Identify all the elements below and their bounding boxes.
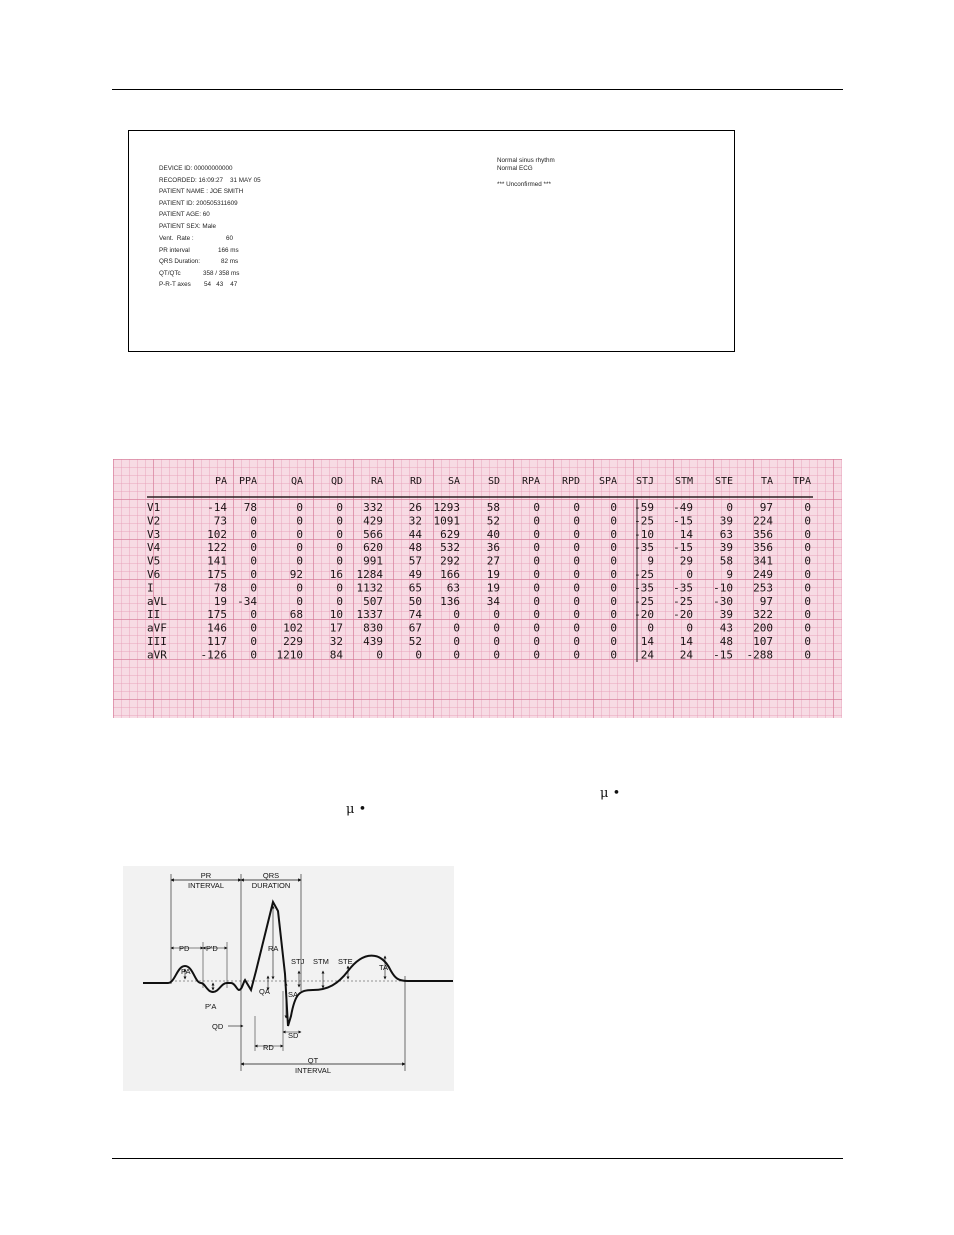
table-cell: 29 <box>679 554 693 568</box>
table-cell: 32 <box>329 635 343 648</box>
table-cell: 0 <box>573 568 580 581</box>
table-header-spa: SPA <box>598 476 617 487</box>
table-cell: 620 <box>363 541 383 555</box>
patient-info-line: PATIENT ID: 200505311609 <box>159 199 238 207</box>
table-cell: 0 <box>453 608 460 622</box>
pd-label: PD <box>179 944 190 953</box>
table-cell: 16 <box>329 568 343 581</box>
patient-info-line: PATIENT AGE: 60 <box>159 211 210 219</box>
patient-info-line: PATIENT SEX: Male <box>159 223 217 230</box>
table-cell: 19 <box>213 594 227 608</box>
table-cell: 0 <box>804 648 811 662</box>
qt-interval-label-2: INTERVAL <box>295 1066 331 1075</box>
table-cell: 0 <box>453 635 460 648</box>
table-cell: 136 <box>440 594 460 608</box>
pr-interval-label-2: INTERVAL <box>188 881 224 890</box>
table-cell: 166 <box>440 568 460 581</box>
table-cell: 17 <box>329 621 343 635</box>
qd-label: QD <box>212 1022 224 1031</box>
table-lead-label: aVR <box>147 648 167 662</box>
table-cell: 0 <box>336 594 343 608</box>
table-header-ta: TA <box>760 476 773 487</box>
table-cell: 0 <box>296 594 303 608</box>
table-cell: 0 <box>647 621 654 635</box>
table-cell: 0 <box>573 527 580 541</box>
table-cell: 0 <box>250 621 257 635</box>
table-cell: 0 <box>610 594 617 608</box>
table-lead-label: V1 <box>147 501 161 514</box>
table-cell: 0 <box>686 568 693 581</box>
table-cell: 48 <box>719 635 733 648</box>
table-cell: -15 <box>673 541 693 555</box>
table-cell: 0 <box>533 608 540 622</box>
table-cell: 0 <box>573 501 580 514</box>
table-cell: 322 <box>753 608 773 622</box>
table-lead-label: V3 <box>147 527 161 541</box>
table-cell: 0 <box>336 501 343 514</box>
table-cell: -59 <box>634 501 654 514</box>
table-cell: 0 <box>804 621 811 635</box>
table-cell: 122 <box>207 541 227 555</box>
table-cell: 78 <box>213 581 227 595</box>
table-cell: 0 <box>573 594 580 608</box>
qt-interval-label-1: QT <box>307 1056 319 1065</box>
table-cell: 0 <box>533 527 540 541</box>
table-cell: 0 <box>610 621 617 635</box>
table-cell: 0 <box>610 501 617 514</box>
ra-label: RA <box>268 944 279 953</box>
table-cell: 0 <box>296 501 303 514</box>
table-cell: 1337 <box>356 608 383 622</box>
table-cell: 1132 <box>356 581 383 595</box>
table-cell: 146 <box>207 621 227 635</box>
table-cell: 1293 <box>433 501 460 514</box>
table-cell: 0 <box>453 621 460 635</box>
qrs-duration-label-1: QRS <box>262 871 280 880</box>
table-cell: 40 <box>486 527 500 541</box>
stj-label: STJ <box>291 957 305 966</box>
table-cell: 0 <box>250 635 257 648</box>
table-cell: 0 <box>296 581 303 595</box>
table-cell: 9 <box>726 568 733 581</box>
table-cell: 0 <box>336 514 343 528</box>
table-cell: 224 <box>753 514 773 528</box>
table-cell: 341 <box>753 554 773 568</box>
header-rule <box>112 89 843 90</box>
table-cell: 0 <box>533 501 540 514</box>
measurement-label: QRS Duration: <box>159 258 200 266</box>
table-cell: 0 <box>533 648 540 662</box>
table-cell: 0 <box>336 527 343 541</box>
table-cell: 92 <box>289 568 303 581</box>
table-cell: 58 <box>486 501 500 514</box>
sa-label: SA <box>288 990 299 999</box>
measurement-label: QT/QTc <box>159 269 181 277</box>
table-cell: 52 <box>408 635 422 648</box>
table-cell: 0 <box>610 608 617 622</box>
qrs-duration-label-2: DURATION <box>251 881 291 890</box>
table-cell: 0 <box>804 527 811 541</box>
table-cell: 429 <box>363 514 383 528</box>
pr-interval-label-1: PR <box>200 871 212 880</box>
table-cell: 0 <box>573 554 580 568</box>
table-cell: 0 <box>533 554 540 568</box>
table-cell: 507 <box>363 594 383 608</box>
table-cell: 0 <box>804 635 811 648</box>
measurement-value: 166 ms <box>218 246 239 254</box>
table-cell: 14 <box>679 527 693 541</box>
table-cell: -25 <box>634 568 654 581</box>
table-cell: 43 <box>719 621 733 635</box>
table-cell: 0 <box>610 581 617 595</box>
table-cell: 0 <box>533 621 540 635</box>
table-cell: 73 <box>213 514 227 528</box>
table-cell: 49 <box>408 568 422 581</box>
table-header-sa: SA <box>447 476 460 487</box>
table-cell: 0 <box>453 648 460 662</box>
ppa-label: P'A <box>205 1002 217 1011</box>
ste-label: STE <box>338 957 353 966</box>
table-cell: 356 <box>753 541 773 555</box>
table-cell: 0 <box>573 635 580 648</box>
table-cell: 44 <box>408 527 422 541</box>
table-cell: -15 <box>713 648 733 662</box>
table-cell: 1284 <box>356 568 383 581</box>
table-cell: 102 <box>283 621 303 635</box>
microvolt-unit-symbol-2: μ • <box>346 802 367 817</box>
table-cell: 356 <box>753 527 773 541</box>
table-cell: 0 <box>296 554 303 568</box>
table-cell: 253 <box>753 581 773 595</box>
table-cell: 175 <box>207 608 227 622</box>
table-cell: 9 <box>647 554 654 568</box>
table-cell: 0 <box>250 541 257 555</box>
sd-label: SD <box>288 1031 299 1040</box>
table-header-qa: QA <box>290 476 303 487</box>
measurement-table <box>113 459 842 718</box>
table-cell: 0 <box>804 541 811 555</box>
table-lead-label: aVL <box>147 594 167 608</box>
table-cell: 532 <box>440 541 460 555</box>
table-cell: 566 <box>363 527 383 541</box>
table-cell: 58 <box>719 554 733 568</box>
table-cell: -20 <box>634 608 654 622</box>
table-cell: 65 <box>408 581 422 595</box>
table-cell: 991 <box>363 554 383 568</box>
table-cell: 19 <box>486 568 500 581</box>
table-cell: 0 <box>804 501 811 514</box>
table-cell: 63 <box>446 581 460 595</box>
table-header-pa: PA <box>214 476 227 487</box>
table-cell: -49 <box>673 501 693 514</box>
table-cell: 0 <box>533 568 540 581</box>
table-lead-label: V4 <box>147 541 161 555</box>
table-cell: 0 <box>250 581 257 595</box>
table-cell: 629 <box>440 527 460 541</box>
table-cell: 0 <box>336 554 343 568</box>
table-lead-label: V2 <box>147 514 161 528</box>
table-cell: 0 <box>296 514 303 528</box>
table-cell: 0 <box>573 621 580 635</box>
table-cell: 27 <box>486 554 500 568</box>
measurement-value: 358 / 358 ms <box>203 269 240 277</box>
table-cell: 229 <box>283 635 303 648</box>
table-cell: 200 <box>753 621 773 635</box>
table-cell: 102 <box>207 527 227 541</box>
table-cell: 0 <box>533 581 540 595</box>
interpretation-line: Normal sinus rhythm <box>497 157 555 164</box>
table-cell: 0 <box>804 514 811 528</box>
table-cell: 57 <box>408 554 422 568</box>
table-cell: 0 <box>726 501 733 514</box>
table-cell: 32 <box>408 514 422 528</box>
table-cell: 0 <box>610 568 617 581</box>
table-cell: 0 <box>533 594 540 608</box>
table-cell: -35 <box>634 541 654 555</box>
ecg-waveform-diagram-panel <box>123 866 454 1091</box>
table-cell: -288 <box>746 648 773 662</box>
table-cell: 0 <box>250 648 257 662</box>
patient-info-line: PATIENT NAME : JOE SMITH <box>159 188 244 196</box>
table-cell: 0 <box>533 514 540 528</box>
table-cell: 0 <box>573 581 580 595</box>
table-lead-label: III <box>147 635 167 648</box>
table-cell: 0 <box>533 635 540 648</box>
table-cell: 0 <box>573 514 580 528</box>
table-cell: -20 <box>673 608 693 622</box>
table-cell: 0 <box>804 581 811 595</box>
table-header-sd: SD <box>487 476 500 487</box>
table-cell: 175 <box>207 568 227 581</box>
table-cell: 36 <box>486 541 500 555</box>
table-cell: 0 <box>804 608 811 622</box>
table-cell: 68 <box>289 608 303 622</box>
table-cell: 14 <box>679 635 693 648</box>
ta-label: TA <box>379 963 389 972</box>
table-header-ra: RA <box>370 476 383 487</box>
table-cell: 26 <box>408 501 422 514</box>
measurement-table-panel <box>113 459 842 718</box>
table-cell: 141 <box>207 554 227 568</box>
table-cell: 0 <box>250 527 257 541</box>
table-cell: 0 <box>573 608 580 622</box>
table-cell: 439 <box>363 635 383 648</box>
table-cell: 39 <box>719 541 733 555</box>
footer-rule <box>112 1158 843 1159</box>
table-cell: 0 <box>250 568 257 581</box>
table-cell: -25 <box>673 594 693 608</box>
measurement-label: P-R-T axes <box>159 281 191 289</box>
table-cell: 0 <box>610 648 617 662</box>
table-cell: -25 <box>634 514 654 528</box>
table-cell: -34 <box>237 594 257 608</box>
table-cell: 50 <box>408 594 422 608</box>
table-cell: 0 <box>804 568 811 581</box>
table-cell: 0 <box>336 581 343 595</box>
ecg-summary-box <box>128 130 735 352</box>
table-cell: -10 <box>634 527 654 541</box>
table-header-ppa: PPA <box>238 476 257 487</box>
measurement-label: PR interval <box>159 246 190 254</box>
table-cell: 0 <box>573 648 580 662</box>
table-cell: 97 <box>759 594 773 608</box>
table-cell: 0 <box>610 541 617 555</box>
table-cell: 1091 <box>433 514 460 528</box>
ppd-label: P'D <box>206 944 218 953</box>
interpretation-line: *** Unconfirmed *** <box>497 181 551 188</box>
table-cell: 24 <box>640 648 654 662</box>
table-header-stm: STM <box>674 476 693 487</box>
table-cell: 0 <box>250 608 257 622</box>
table-cell: -25 <box>634 594 654 608</box>
table-cell: 0 <box>533 541 540 555</box>
table-cell: 24 <box>679 648 693 662</box>
table-cell: 10 <box>329 608 343 622</box>
table-cell: 1210 <box>276 648 303 662</box>
table-cell: 0 <box>296 541 303 555</box>
table-cell: -15 <box>673 514 693 528</box>
table-header-stj: STJ <box>635 476 654 487</box>
table-cell: 0 <box>610 635 617 648</box>
table-cell: 830 <box>363 621 383 635</box>
table-cell: 332 <box>363 501 383 514</box>
measurement-label: Vent. Rate : <box>159 235 194 242</box>
table-cell: 63 <box>719 527 733 541</box>
table-cell: 0 <box>573 541 580 555</box>
table-cell: 0 <box>686 621 693 635</box>
table-cell: 34 <box>486 594 500 608</box>
qa-label: QA <box>259 987 270 996</box>
table-cell: 48 <box>408 541 422 555</box>
table-cell: 19 <box>486 581 500 595</box>
table-lead-label: I <box>147 581 154 595</box>
table-header-tpa: TPA <box>792 476 811 487</box>
stm-label: STM <box>313 957 329 966</box>
interpretation-line: Normal ECG <box>497 165 533 172</box>
table-header-ste: STE <box>714 476 733 487</box>
table-cell: 74 <box>408 608 422 622</box>
table-cell: 52 <box>486 514 500 528</box>
ecg-waveform-diagram <box>123 866 454 1091</box>
table-cell: 117 <box>207 635 227 648</box>
table-cell: 0 <box>804 554 811 568</box>
measurement-value: 54 43 47 <box>204 281 238 289</box>
table-cell: 0 <box>493 648 500 662</box>
table-header-rpa: RPA <box>521 476 540 487</box>
table-cell: 39 <box>719 514 733 528</box>
table-cell: 292 <box>440 554 460 568</box>
table-cell: 0 <box>336 541 343 555</box>
table-cell: -10 <box>713 581 733 595</box>
table-cell: 0 <box>296 527 303 541</box>
microvolt-unit-symbol: μ • <box>600 786 621 801</box>
table-cell: -30 <box>713 594 733 608</box>
table-cell: 107 <box>753 635 773 648</box>
patient-info-line: DEVICE ID: 00000000000 <box>159 165 233 172</box>
measurement-value: 82 ms <box>221 258 239 266</box>
table-lead-label: II <box>147 608 161 622</box>
measurement-value: 60 <box>226 235 234 242</box>
table-cell: -35 <box>634 581 654 595</box>
pa-label: PA <box>181 967 191 976</box>
table-cell: 0 <box>250 514 257 528</box>
table-cell: 84 <box>329 648 343 662</box>
table-cell: 0 <box>415 648 422 662</box>
table-header-rd: RD <box>409 476 422 487</box>
table-cell: 0 <box>610 554 617 568</box>
table-cell: -126 <box>200 648 227 662</box>
table-header-rpd: RPD <box>561 476 580 487</box>
patient-info-line: RECORDED: 16:09:27 31 MAY 05 <box>159 176 261 184</box>
table-cell: -35 <box>673 581 693 595</box>
table-cell: 39 <box>719 608 733 622</box>
table-cell: 0 <box>610 527 617 541</box>
table-cell: 0 <box>493 621 500 635</box>
table-header-qd: QD <box>330 476 343 487</box>
table-cell: 249 <box>753 568 773 581</box>
table-cell: 0 <box>610 514 617 528</box>
table-cell: 0 <box>250 554 257 568</box>
table-lead-label: V5 <box>147 554 161 568</box>
table-cell: 0 <box>804 594 811 608</box>
table-cell: 78 <box>243 501 257 514</box>
table-lead-label: V6 <box>147 568 161 581</box>
table-cell: 0 <box>376 648 383 662</box>
table-cell: 0 <box>493 635 500 648</box>
rd-label: RD <box>263 1043 274 1052</box>
table-cell: 97 <box>759 501 773 514</box>
table-cell: 14 <box>640 635 654 648</box>
table-cell: -14 <box>207 501 227 514</box>
table-lead-label: aVF <box>147 621 167 635</box>
table-cell: 0 <box>493 608 500 622</box>
table-cell: 67 <box>408 621 422 635</box>
